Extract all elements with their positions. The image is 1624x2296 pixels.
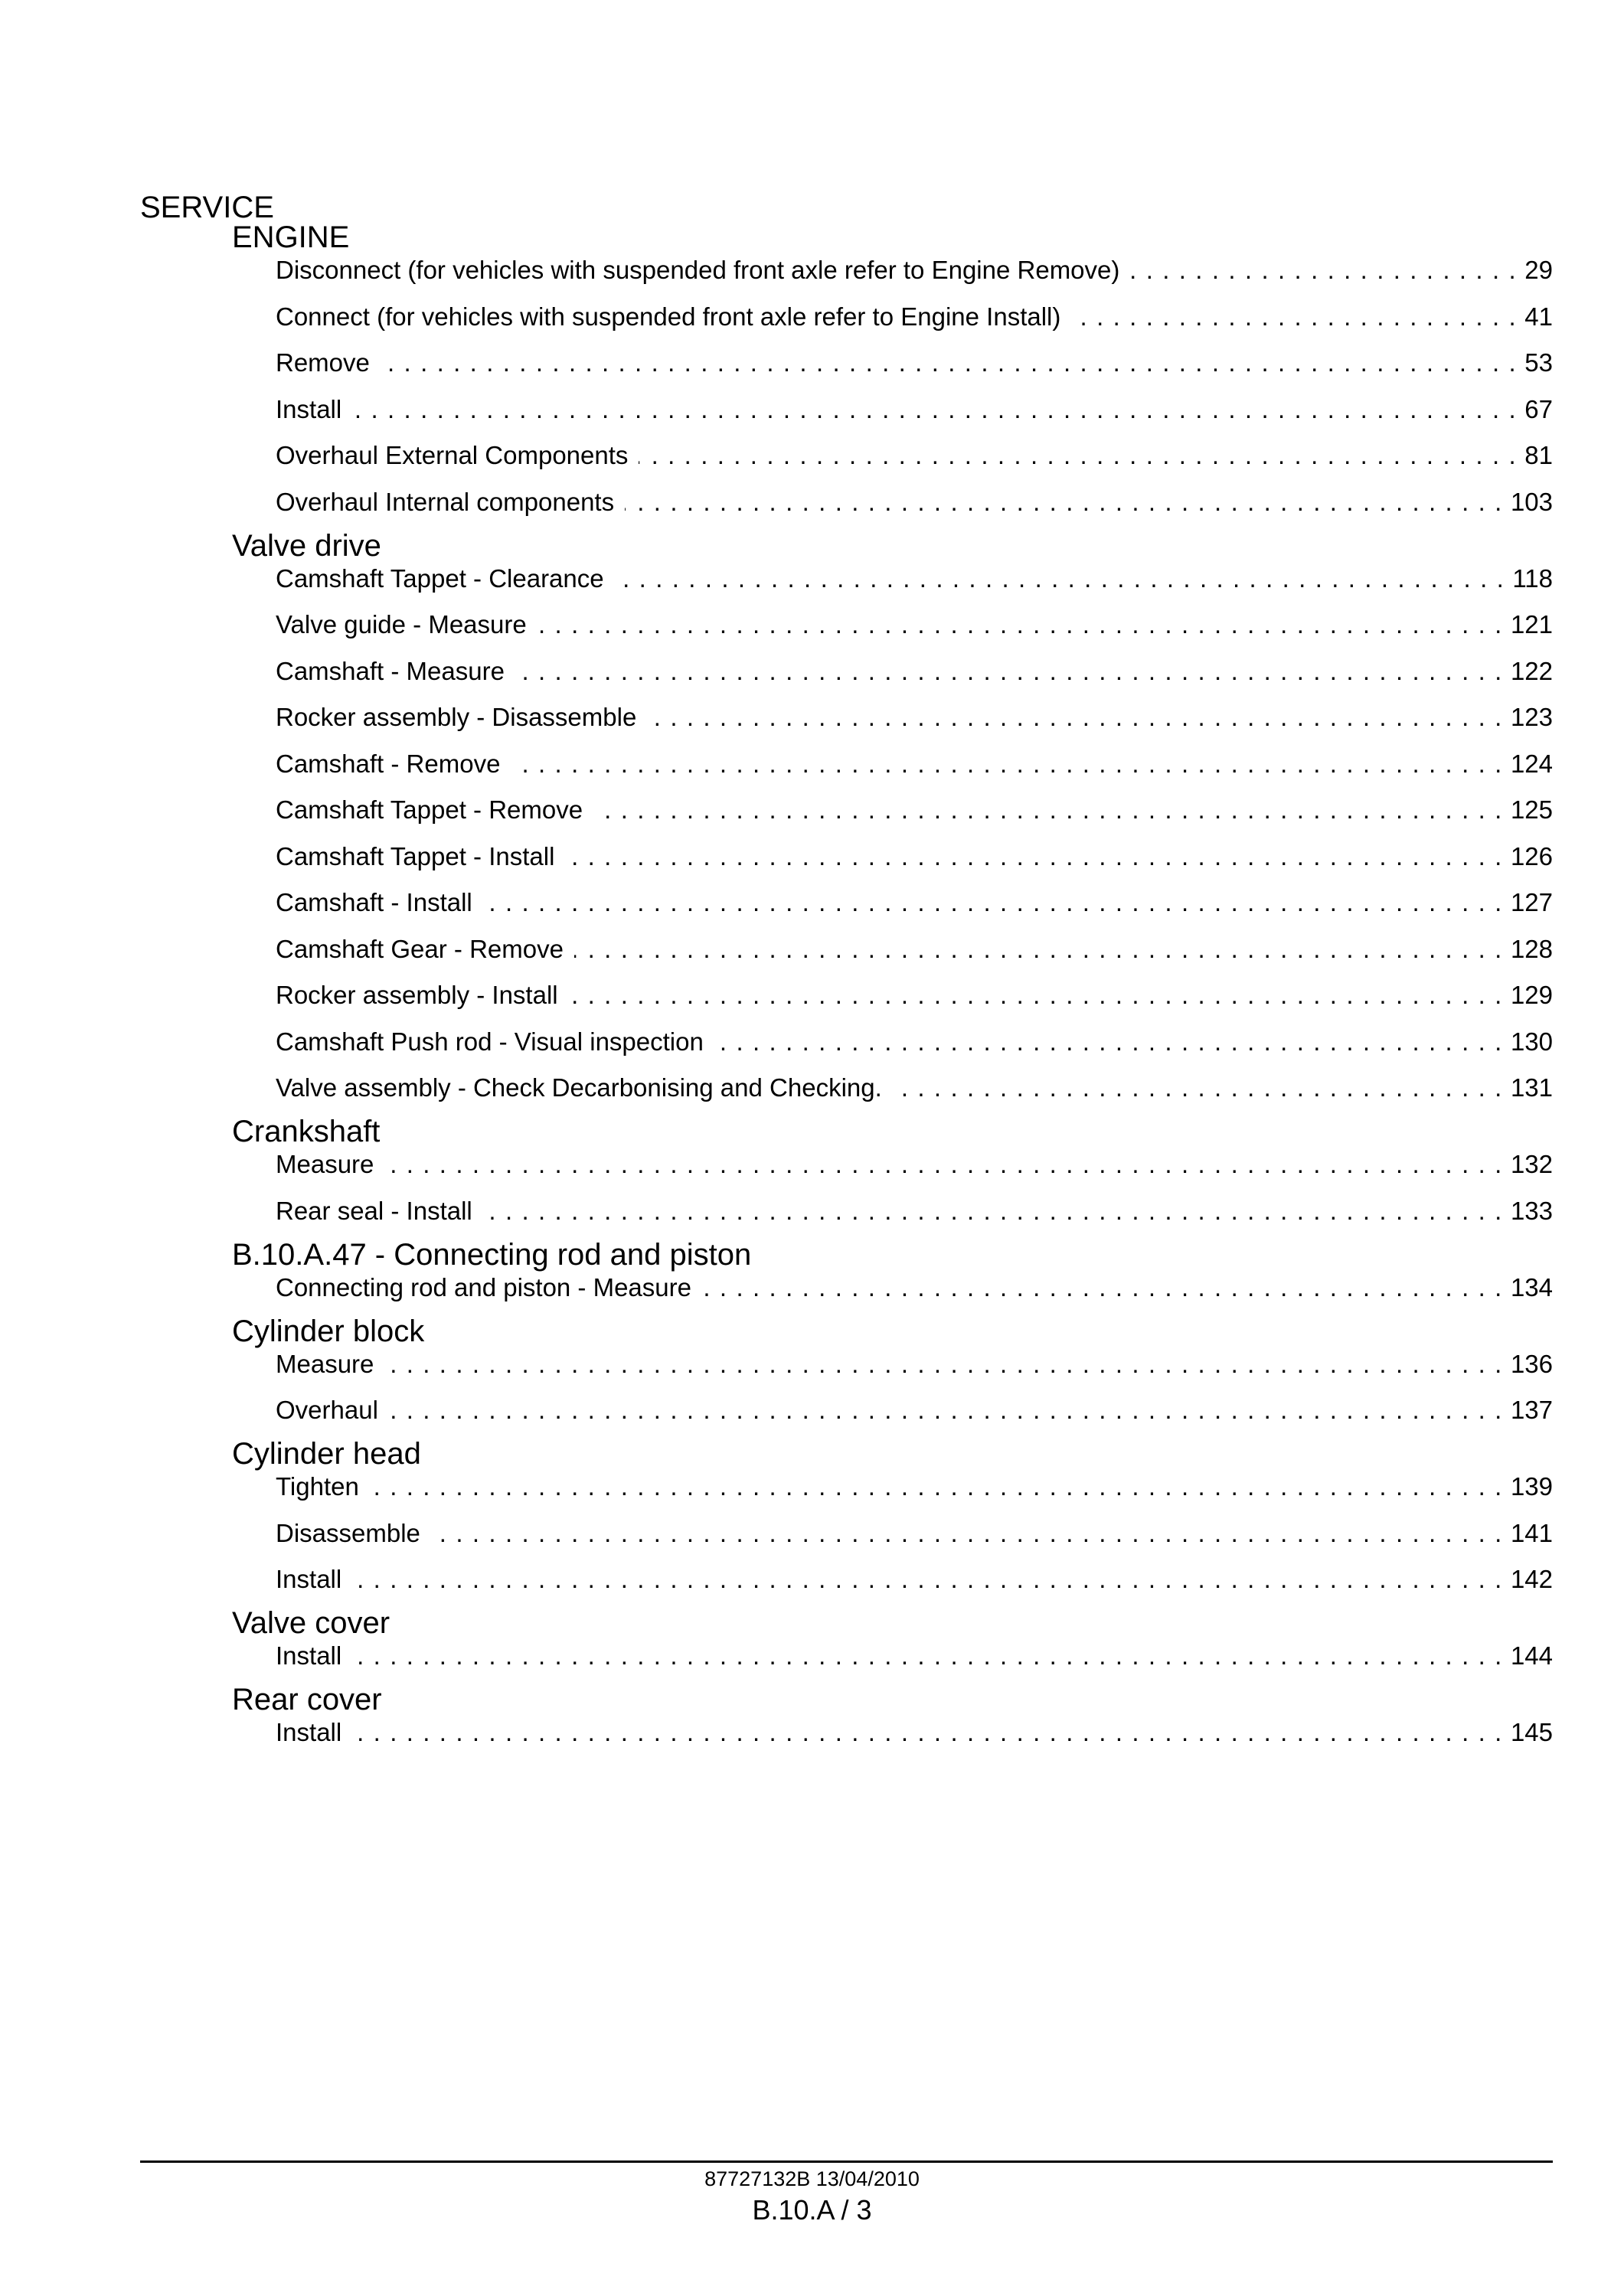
toc-entry-page-number: 121 (1510, 610, 1553, 639)
toc-entry-page-number: 139 (1510, 1472, 1553, 1501)
toc-entry-page-number: 127 (1510, 888, 1553, 916)
toc-entry[interactable] (276, 563, 1553, 610)
toc-group (232, 1682, 1553, 1751)
toc-entry-label: Camshaft Tappet - Remove (276, 795, 583, 824)
dot-leader (370, 1471, 1503, 1502)
toc-entry[interactable] (276, 1564, 1553, 1598)
toc-entry[interactable] (276, 302, 1553, 348)
toc-group (232, 1436, 1553, 1598)
section-title: SERVICE (140, 191, 274, 224)
toc-entry-page-number: 123 (1510, 703, 1553, 731)
dot-leader (381, 348, 1517, 378)
toc-entry[interactable] (276, 1349, 1553, 1396)
toc-group (232, 1314, 1553, 1429)
toc-entry[interactable] (276, 609, 1553, 656)
toc-entry-label: Camshaft Push rod - Visual inspection (276, 1027, 704, 1056)
dot-leader (384, 1149, 1503, 1180)
toc-entry-page-number: 122 (1510, 656, 1553, 685)
dot-leader (569, 980, 1503, 1011)
toc-entry-page-number: 133 (1510, 1196, 1553, 1225)
toc-entry-page-number: 67 (1524, 394, 1553, 423)
toc-entry[interactable] (276, 980, 1553, 1027)
toc-entry[interactable] (276, 702, 1553, 749)
toc-entry-label: Valve assembly - Check Decarbonising and Checking. (276, 1073, 882, 1102)
toc-entry-label: Overhaul Internal components (276, 487, 615, 516)
toc-entry-label: Install (276, 394, 342, 423)
dot-leader (714, 1027, 1503, 1057)
toc-entry[interactable] (276, 795, 1553, 841)
toc-entry[interactable] (276, 255, 1553, 302)
dot-leader (893, 1073, 1503, 1103)
dot-leader (625, 487, 1503, 518)
toc-entry[interactable] (276, 934, 1553, 981)
toc-entry[interactable] (276, 1641, 1553, 1674)
dot-leader (1071, 302, 1517, 332)
footer-divider (140, 2160, 1553, 2163)
toc-group-heading: B.10.A.47 - Connecting rod and piston (232, 1237, 752, 1272)
toc-entry[interactable] (276, 1196, 1553, 1230)
toc-group-heading: Rear cover (232, 1683, 382, 1716)
toc-entry[interactable] (276, 1395, 1553, 1429)
toc-entry-label: Valve guide - Measure (276, 610, 527, 639)
dot-leader (352, 1641, 1503, 1671)
toc-entry-page-number: 137 (1510, 1396, 1553, 1424)
dot-leader (565, 841, 1503, 872)
dot-leader (515, 656, 1503, 687)
toc-entry-page-number: 144 (1510, 1641, 1553, 1670)
toc-entry-label: Rocker assembly - Install (276, 981, 558, 1009)
dot-leader (702, 1272, 1503, 1303)
toc-entry[interactable] (276, 1073, 1553, 1106)
toc-entry-page-number: 130 (1510, 1027, 1553, 1056)
toc-entry-label: Rear seal - Install (276, 1196, 472, 1225)
dot-leader (1130, 255, 1517, 286)
dot-leader (352, 1564, 1503, 1595)
toc-entry-label: Camshaft Tappet - Install (276, 841, 555, 870)
toc-entry-page-number: 136 (1510, 1349, 1553, 1378)
dot-leader (384, 1349, 1503, 1380)
toc-entry-label: Remove (276, 348, 370, 377)
toc-entry-label: Rocker assembly - Disassemble (276, 703, 637, 731)
dot-leader (483, 887, 1503, 918)
toc-entry-page-number: 142 (1510, 1565, 1553, 1593)
toc-group-heading: Valve drive (232, 528, 381, 563)
toc-entry-page-number: 124 (1510, 749, 1553, 778)
toc-entry[interactable] (276, 656, 1553, 703)
dot-leader (431, 1518, 1503, 1549)
toc-entry-label: Install (276, 1718, 342, 1746)
toc-group-heading: Cylinder block (232, 1314, 425, 1348)
toc-entry[interactable] (276, 749, 1553, 795)
dot-leader (639, 440, 1517, 471)
toc-entry-label: Connect (for vehicles with suspended front axle refer to Engine Install) (276, 302, 1061, 331)
toc-entry-label: Overhaul (276, 1396, 378, 1424)
dot-leader (511, 749, 1503, 779)
toc-entry-label: Camshaft - Measure (276, 656, 505, 685)
toc-entry[interactable] (276, 1272, 1553, 1306)
dot-leader (483, 1196, 1503, 1226)
toc-entry-page-number: 126 (1510, 841, 1553, 870)
toc-entry-page-number: 141 (1510, 1518, 1553, 1547)
toc-entry-label: Measure (276, 1349, 374, 1378)
toc-entry-label: Install (276, 1641, 342, 1670)
dot-leader (352, 394, 1517, 425)
toc-entry-label: Measure (276, 1150, 374, 1178)
dot-leader (352, 1717, 1503, 1748)
toc-entry-page-number: 53 (1524, 348, 1553, 377)
toc-entry[interactable] (276, 1471, 1553, 1518)
toc-entry[interactable] (276, 1518, 1553, 1565)
dot-leader (389, 1395, 1503, 1426)
toc-entry-page-number: 129 (1510, 981, 1553, 1009)
toc-entry[interactable] (276, 1149, 1553, 1196)
toc-entry[interactable] (276, 1027, 1553, 1073)
toc-group-heading: ENGINE (232, 220, 350, 254)
toc-entry[interactable] (276, 394, 1553, 441)
toc-group (232, 220, 1553, 521)
toc-entry-label: Camshaft - Remove (276, 749, 501, 778)
table-of-contents (232, 220, 1553, 1751)
toc-entry-page-number: 134 (1510, 1272, 1553, 1302)
toc-group (232, 528, 1553, 1107)
toc-entry-page-number: 128 (1510, 934, 1553, 963)
toc-entry[interactable] (276, 1717, 1553, 1751)
toc-entry[interactable] (276, 887, 1553, 934)
toc-entry-label: Camshaft - Install (276, 888, 472, 916)
toc-group-heading: Cylinder head (232, 1437, 421, 1471)
toc-group (232, 1605, 1553, 1674)
dot-leader (538, 609, 1503, 640)
toc-group (232, 1114, 1553, 1230)
toc-entry-label: Install (276, 1565, 342, 1593)
toc-entry-page-number: 81 (1524, 441, 1553, 469)
toc-entry-page-number: 29 (1524, 256, 1553, 284)
toc-entry[interactable] (276, 841, 1553, 888)
toc-entry-label: Disconnect (for vehicles with suspended front axle refer to Engine Remove) (276, 256, 1120, 284)
toc-entry-page-number: 118 (1512, 563, 1553, 593)
toc-entry-label: Camshaft Gear - Remove (276, 934, 564, 963)
dot-leader (574, 934, 1503, 965)
dot-leader (593, 795, 1503, 825)
toc-entry[interactable] (276, 440, 1553, 487)
toc-entry-page-number: 103 (1510, 487, 1553, 516)
toc-group-heading: Crankshaft (232, 1115, 381, 1148)
toc-entry-page-number: 131 (1510, 1073, 1553, 1102)
footer-page-number: B.10.A / 3 (752, 2194, 872, 2226)
toc-entry-page-number: 132 (1510, 1150, 1553, 1178)
toc-group-heading: Valve cover (232, 1606, 390, 1640)
toc-entry-page-number: 145 (1510, 1718, 1553, 1746)
toc-entry[interactable] (276, 348, 1553, 394)
toc-entry-label: Tighten (276, 1472, 359, 1501)
toc-group (232, 1237, 1553, 1306)
dot-leader (647, 702, 1503, 733)
dot-leader (615, 563, 1505, 594)
toc-entry-page-number: 41 (1524, 302, 1553, 331)
toc-entry-label: Camshaft Tappet - Clearance (276, 563, 604, 593)
footer-document-reference: 87727132B 13/04/2010 (704, 2167, 920, 2190)
toc-entry-label: Connecting rod and piston - Measure (276, 1272, 691, 1302)
toc-entry[interactable] (276, 487, 1553, 521)
toc-entry-label: Overhaul External Components (276, 441, 629, 469)
toc-entry-page-number: 125 (1510, 795, 1553, 824)
toc-entry-label: Disassemble (276, 1518, 420, 1547)
